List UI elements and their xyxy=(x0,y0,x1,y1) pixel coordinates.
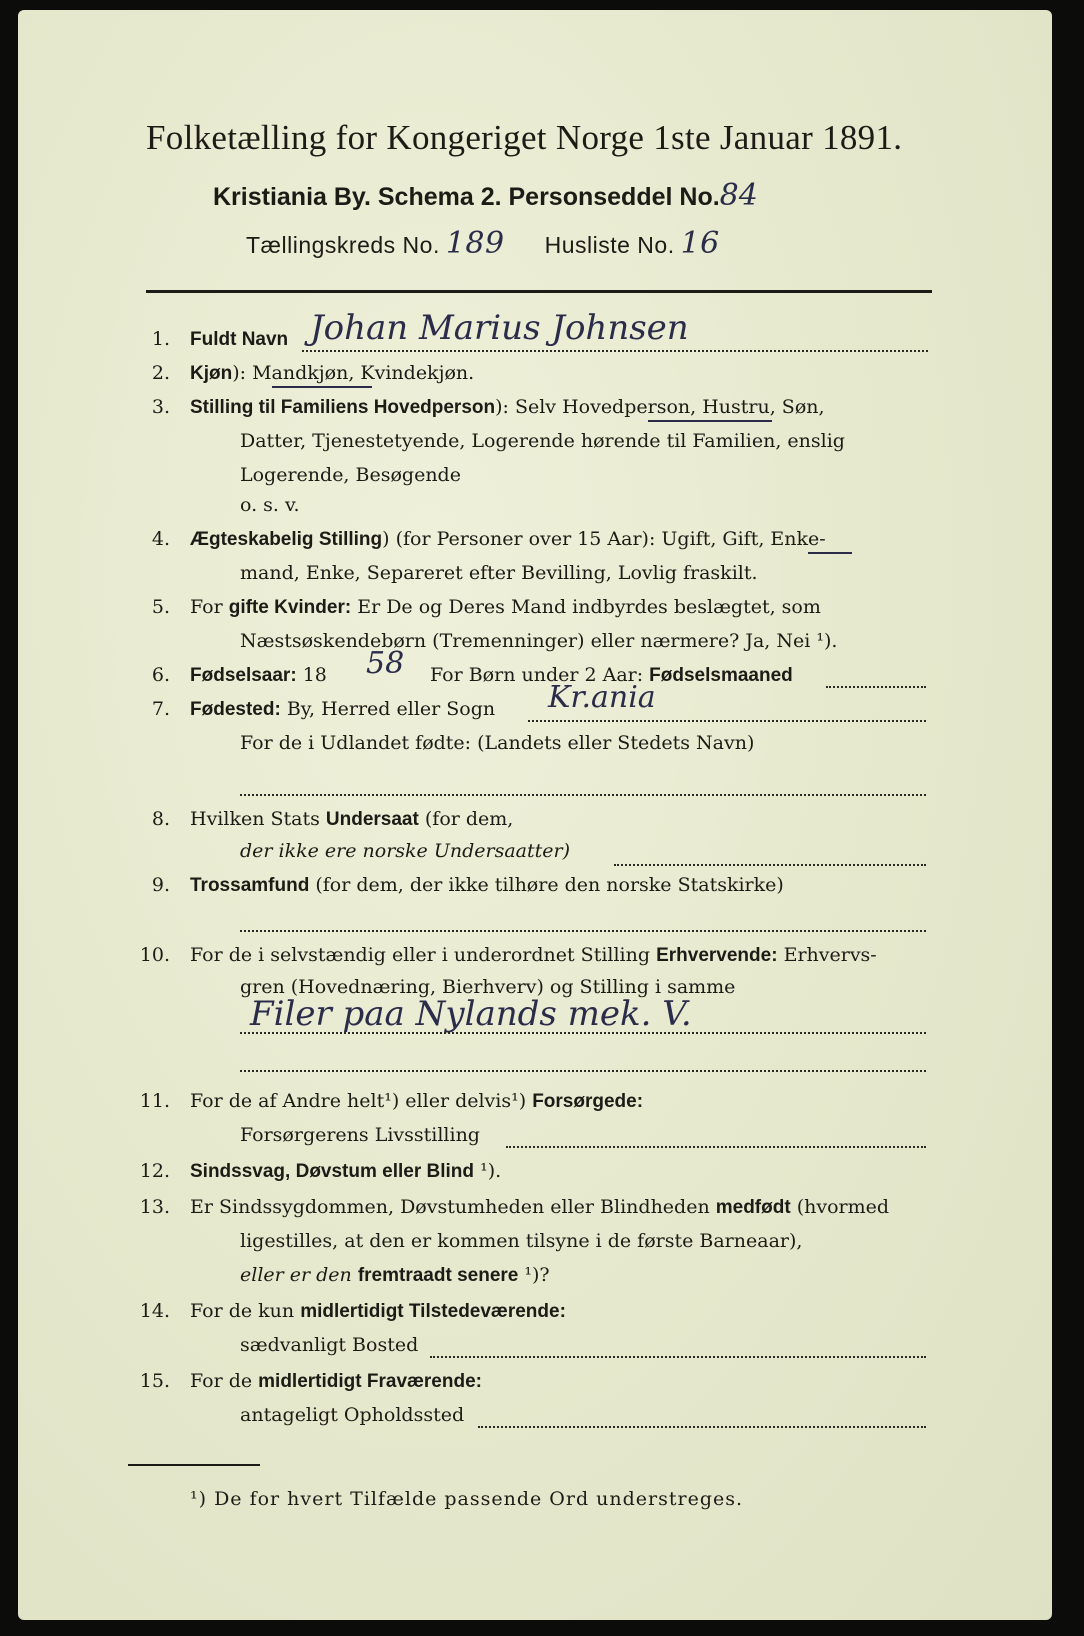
field-7-number: 7. xyxy=(151,698,170,720)
field-3-text-4: o. s. v. xyxy=(240,494,300,516)
field-7 xyxy=(190,698,495,721)
field-5-label: gifte Kvinder: xyxy=(228,597,352,618)
field-3-text-2: Datter, Tjenestetyende, Logerende hørende til Familien, enslig xyxy=(240,430,845,452)
field-2-text: ): Mandkjøn, Kvindekjøn. xyxy=(232,362,475,384)
kreds-number: 189 xyxy=(445,226,505,261)
field-13-label: medfødt xyxy=(715,1197,791,1218)
field-10-number: 10. xyxy=(139,944,170,966)
field-6-label: Fødselsaar: xyxy=(190,665,297,686)
field-11-label: Forsørgede: xyxy=(532,1091,644,1112)
occupation-value: Filer paa Nylands mek. V. xyxy=(250,994,692,1034)
field-10-label: Erhvervende: xyxy=(656,945,778,966)
field-13-line-3 xyxy=(240,1264,550,1287)
field-3-text-3: Logerende, Besøgende xyxy=(240,464,461,486)
dotted-line xyxy=(826,686,926,688)
field-8-text-1a: Hvilken Stats xyxy=(190,808,326,830)
field-10-text-1a: For de i selvstændig eller i underordnet Stilling xyxy=(190,944,657,966)
field-13-text-1a: Er Sindssygdommen, Døvstumheden eller Blindheden xyxy=(190,1196,716,1218)
field-9 xyxy=(190,874,784,897)
field-10-text-1b: Erhvervs- xyxy=(777,944,877,966)
field-6-text: For Børn under 2 Aar: xyxy=(430,664,650,686)
field-13-text-1b: (hvormed xyxy=(790,1196,890,1218)
field-9-text: (for dem, der ikke tilhøre den norske Statskirke) xyxy=(309,874,784,896)
field-12-label: Sindssvag, Døvstum eller Blind xyxy=(190,1161,475,1182)
field-2-number: 2. xyxy=(151,362,170,384)
field-10 xyxy=(190,944,877,967)
field-4-text-2: mand, Enke, Separeret efter Bevilling, Lovlig fraskilt. xyxy=(240,562,758,584)
dotted-line xyxy=(240,1070,926,1072)
dotted-line xyxy=(478,1426,926,1428)
field-4 xyxy=(190,528,826,551)
field-6-prefix: 18 xyxy=(296,664,327,686)
form-title: Folketælling for Kongeriget Norge 1ste Januar 1891. xyxy=(146,118,903,157)
field-7-text-2: For de i Udlandet fødte: (Landets eller Stedets Navn) xyxy=(240,732,755,754)
dotted-line xyxy=(506,1146,926,1148)
field-8-text-2: der ikke ere norske Undersaatter) xyxy=(240,840,570,862)
field-7-label: Fødested: xyxy=(190,699,281,720)
full-name-value: Johan Marius Johnsen xyxy=(310,308,689,348)
field-3 xyxy=(190,396,825,419)
field-1-number: 1. xyxy=(151,328,170,350)
field-11 xyxy=(190,1090,643,1113)
husliste-number: 16 xyxy=(680,226,720,261)
dotted-line xyxy=(430,1356,926,1358)
field-13-text-3b: ¹)? xyxy=(518,1264,550,1286)
field-4-label: Ægteskabelig Stilling xyxy=(190,529,383,550)
field-15-text-1a: For de xyxy=(190,1370,259,1392)
field-13-text-2: ligestilles, at den er kommen tilsyne i de første Barneaar), xyxy=(240,1230,803,1252)
field-12-text: ¹). xyxy=(474,1160,502,1182)
dotted-line xyxy=(240,794,926,796)
field-6-number: 6. xyxy=(151,664,170,686)
field-10-text-2: gren (Hovednæring, Bierhverv) og Stilling i samme xyxy=(240,976,736,998)
field-4-text-1: ) (for Personer over 15 Aar): Ugift, Gift, Enke- xyxy=(382,528,826,550)
birth-year-value: 58 xyxy=(366,646,405,681)
field-14-text-2: sædvanligt Bosted xyxy=(240,1334,419,1356)
field-14-text-1a: For de kun xyxy=(190,1300,301,1322)
field-14 xyxy=(190,1300,566,1323)
personseddel-number: 84 xyxy=(719,178,758,213)
field-1-label: Fuldt Navn xyxy=(190,329,289,350)
field-13 xyxy=(190,1196,889,1219)
birthplace-value: Kr.ania xyxy=(548,680,656,715)
field-12 xyxy=(190,1160,501,1183)
kreds-line xyxy=(246,226,720,261)
field-13-label-3: fremtraadt senere xyxy=(357,1265,519,1286)
field-11-number: 11. xyxy=(139,1090,170,1112)
dotted-line xyxy=(528,720,926,722)
footnote: ¹) De for hvert Tilfælde passende Ord understreges. xyxy=(190,1488,744,1510)
field-6 xyxy=(190,664,327,687)
field-13-text-3a: eller er den xyxy=(240,1264,358,1286)
dotted-line xyxy=(614,864,926,866)
field-2-label: Kjøn xyxy=(190,363,233,384)
dotted-line xyxy=(302,350,928,352)
underline-mark xyxy=(648,420,772,422)
field-3-number: 3. xyxy=(151,396,170,418)
underline-mark xyxy=(808,552,852,554)
underline-mark xyxy=(272,386,372,388)
dotted-line xyxy=(240,930,926,932)
field-14-number: 14. xyxy=(139,1300,170,1322)
field-3-text-1: ): Selv Hovedperson, Hustru, Søn, xyxy=(495,396,825,418)
field-8-number: 8. xyxy=(151,808,170,830)
footnote-rule xyxy=(128,1464,260,1466)
field-5-text-1b: Er De og Deres Mand indbyrdes beslægtet, som xyxy=(351,596,821,618)
field-13-number: 13. xyxy=(139,1196,170,1218)
field-7-text-1: By, Herred eller Sogn xyxy=(280,698,496,720)
field-14-label: midlertidigt Tilstedeværende: xyxy=(300,1301,566,1322)
field-5-text-2: Næstsøskendebørn (Tremenninger) eller nærmere? Ja, Nei ¹). xyxy=(240,630,838,652)
field-15-label: midlertidigt Fraværende: xyxy=(258,1371,482,1392)
field-9-label: Trossamfund xyxy=(190,875,310,896)
field-15-number: 15. xyxy=(139,1370,170,1392)
field-1 xyxy=(190,328,288,351)
subtitle-text: Kristiania By. Schema 2. Personseddel No. xyxy=(213,183,720,211)
field-8-label: Undersaat xyxy=(325,809,419,830)
field-3-label: Stilling til Familiens Hovedperson xyxy=(190,397,496,418)
field-6-label-2: Fødselsmaaned xyxy=(649,665,793,686)
field-4-number: 4. xyxy=(151,528,170,550)
field-12-number: 12. xyxy=(139,1160,170,1182)
header-rule xyxy=(146,290,932,293)
field-5-text-1a: For xyxy=(190,596,229,618)
kreds-label: Tællingskreds No. xyxy=(246,232,440,258)
field-8 xyxy=(190,808,513,831)
census-form-sheet xyxy=(18,10,1052,1620)
field-11-text-1a: For de af Andre helt¹) eller delvis¹) xyxy=(190,1090,533,1112)
field-5-number: 5. xyxy=(151,596,170,618)
field-15 xyxy=(190,1370,482,1393)
field-2 xyxy=(190,362,474,385)
field-8-text-1b: (for dem, xyxy=(418,808,514,830)
field-9-number: 9. xyxy=(151,874,170,896)
field-5 xyxy=(190,596,821,619)
field-15-text-2: antageligt Opholdssted xyxy=(240,1404,465,1426)
form-subtitle xyxy=(213,178,758,213)
husliste-label: Husliste No. xyxy=(544,232,675,258)
field-11-text-2: Forsørgerens Livsstilling xyxy=(240,1124,480,1146)
